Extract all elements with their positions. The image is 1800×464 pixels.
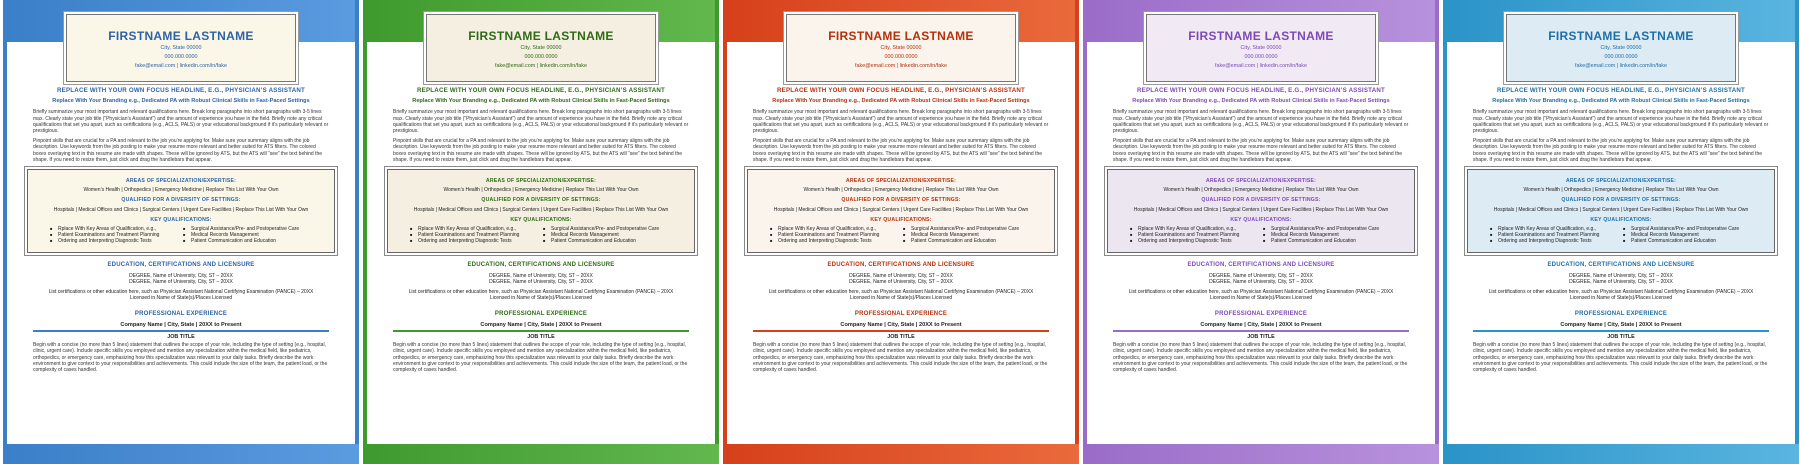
focus-headline: REPLACE WITH YOUR OWN FOCUS HEADLINE, E.G., PHYSICIAN’S ASSISTANT xyxy=(416,87,666,94)
company-rule xyxy=(753,330,1049,332)
degree-line: DEGREE, Name of University, City, ST – 20XX xyxy=(489,272,593,279)
education-heading: EDUCATION, CERTIFICATIONS AND LICENSURE xyxy=(467,261,615,268)
summary-paragraph-1: Briefly summarize your most important and relevant qualifications here. Break long paragraphs into short paragraphs with 3-5 lines max. Clearly state your job title (“Physician’s Assistant”) and the amount of experience you have in the field. Briefly note any critical qualifications that set you apart, such as certifications (e.g., ACLS, PALS) or your educational background if it’s particularly relevant or prestigious. xyxy=(393,109,689,135)
name-header-box xyxy=(426,14,656,82)
company-line: Company Name | City, State | 20XX to Present xyxy=(1560,321,1682,328)
focus-headline: REPLACE WITH YOUR OWN FOCUS HEADLINE, E.G., PHYSICIAN’S ASSISTANT xyxy=(56,87,306,94)
job-title: JOB TITLE xyxy=(167,334,195,341)
color-band-right xyxy=(1795,0,1799,464)
color-band-right xyxy=(1435,0,1439,464)
job-description: Begin with a concise (no more than 5 lines) statement that outlines the scope of your role, including the type of setting (e.g., hospital, clinic, urgent care). Include specific skills you employed and mention any specialization within the medical field, like pediatrics, orthopedics, or emergency care, emphasizing how this specialization was relevant to your daily tasks. Briefly describe the work environment to give context to your responsibilities and achievements. This could include the size of the team, the patient load, or the complexity of cases handled. xyxy=(1473,342,1768,374)
kq-item: ■ Patient Communication and Education xyxy=(1621,238,1754,244)
license-line: Licensed in Name of State(s)/Places Licensed xyxy=(129,295,233,302)
kq-item: ■ Medical Records Management xyxy=(181,232,314,238)
kq-item: ■ Surgical Assistance/Pre- and Postoperative Care xyxy=(541,226,674,232)
contact-phone: 000.000.0000 xyxy=(884,54,918,61)
kq-left-column xyxy=(48,226,181,245)
resume-name: FIRSTNAME LASTNAME xyxy=(468,29,614,43)
contact-city-state: City, State 00000 xyxy=(1600,45,1642,51)
kq-item: ■ Surgical Assistance/Pre- and Postoperative Care xyxy=(1621,226,1754,232)
key-qualifications-list xyxy=(1478,226,1764,245)
areas-heading: AREAS OF SPECIALIZATION/EXPERTISE: xyxy=(485,178,597,185)
job-title: JOB TITLE xyxy=(1607,334,1635,341)
kq-item: ■ Medical Records Management xyxy=(541,232,674,238)
company-line: Company Name | City, State | 20XX to Present xyxy=(840,321,962,328)
kq-left-column xyxy=(408,226,541,245)
kq-item: ■ Patient Examinations and Treatment Planning xyxy=(408,232,541,238)
focus-headline: REPLACE WITH YOUR OWN FOCUS HEADLINE, E.G., PHYSICIAN’S ASSISTANT xyxy=(1496,87,1746,94)
key-qualifications-heading: KEY QUALIFICATIONS: xyxy=(1590,216,1652,223)
kq-item: ■ Surgical Assistance/Pre- and Postoperative Care xyxy=(181,226,314,232)
kq-item: ■ Rplace With Key Areas of Qualification, e.g., xyxy=(1128,226,1261,232)
color-band-left xyxy=(1083,0,1087,464)
areas-list: Women’s Health | Orthopedics | Emergency Medicine | Replace This List With Your Own xyxy=(1523,187,1719,194)
skills-box xyxy=(27,169,335,253)
certification-line: List certifications or other education here, such as Physician Assistant National Certifying Examination (PANCE) – 20XX xyxy=(768,289,1034,296)
contact-email-linkedin: fake@email.com | linkedin.com/in/fake xyxy=(1575,63,1667,70)
resume-page-purple[interactable] xyxy=(1083,0,1439,464)
kq-item: ■ Rplace With Key Areas of Qualification, e.g., xyxy=(1488,226,1621,232)
company-line: Company Name | City, State | 20XX to Present xyxy=(1200,321,1322,328)
branding-line: Replace With Your Branding e.g., Dedicated PA with Robust Clinical Skills in Fast-Paced Settings xyxy=(1492,98,1750,105)
job-description: Begin with a concise (no more than 5 lines) statement that outlines the scope of your role, including the type of setting (e.g., hospital, clinic, urgent care). Include specific skills you employed and mention any specialization within the medical field, like pediatrics, orthopedics, or emergency care, emphasizing how this specialization was relevant to your daily tasks. Briefly describe the work environment to give context to your responsibilities and achievements. This could include the size of the team, the patient load, or the complexity of cases handled. xyxy=(1113,342,1408,374)
certification-line: List certifications or other education here, such as Physician Assistant National Certifying Examination (PANCE) – 20XX xyxy=(1488,289,1754,296)
resume-body xyxy=(1113,88,1409,377)
branding-line: Replace With Your Branding e.g., Dedicated PA with Robust Clinical Skills in Fast-Paced Settings xyxy=(1132,98,1390,105)
kq-item: ■ Surgical Assistance/Pre- and Postoperative Care xyxy=(901,226,1034,232)
areas-list: Women’s Health | Orthopedics | Emergency Medicine | Replace This List With Your Own xyxy=(1163,187,1359,194)
kq-right-column xyxy=(1621,226,1754,245)
summary-paragraph-1: Briefly summarize your most important and relevant qualifications here. Break long paragraphs into short paragraphs with 3-5 lines max. Clearly state your job title (“Physician’s Assistant”) and the amount of experience you have in the field. Briefly note any critical qualifications that set you apart, such as certifications (e.g., ACLS, PALS) or your educational background if it’s particularly relevant or prestigious. xyxy=(753,109,1049,135)
degree-line: DEGREE, Name of University, City, ST – 20XX xyxy=(129,279,233,286)
diversity-list: Hospitals | Medical Offices and Clinics | Surgical Centers | Urgent Care Facilities | Replace This List With Your Own xyxy=(1133,206,1389,213)
kq-item: ■ Patient Examinations and Treatment Planning xyxy=(768,232,901,238)
job-title: JOB TITLE xyxy=(887,334,915,341)
contact-phone: 000.000.0000 xyxy=(1604,54,1638,61)
kq-right-column xyxy=(901,226,1034,245)
education-heading: EDUCATION, CERTIFICATIONS AND LICENSURE xyxy=(1547,261,1695,268)
kq-left-column xyxy=(1128,226,1261,245)
degree-line: DEGREE, Name of University, City, ST – 20XX xyxy=(129,272,233,279)
color-band-bottom xyxy=(3,444,359,464)
diversity-list: Hospitals | Medical Offices and Clinics | Surgical Centers | Urgent Care Facilities | Replace This List With Your Own xyxy=(53,206,309,213)
color-band-left xyxy=(3,0,7,464)
skills-box xyxy=(387,169,695,253)
kq-item: ■ Patient Examinations and Treatment Planning xyxy=(1488,232,1621,238)
contact-city-state: City, State 00000 xyxy=(1240,45,1282,51)
key-qualifications-heading: KEY QUALIFICATIONS: xyxy=(1230,216,1292,223)
education-heading: EDUCATION, CERTIFICATIONS AND LICENSURE xyxy=(827,261,975,268)
kq-right-column xyxy=(181,226,314,245)
resume-name: FIRSTNAME LASTNAME xyxy=(828,29,974,43)
skills-box xyxy=(747,169,1055,253)
branding-line: Replace With Your Branding e.g., Dedicated PA with Robust Clinical Skills in Fast-Paced Settings xyxy=(52,98,310,105)
kq-item: ■ Patient Examinations and Treatment Planning xyxy=(1128,232,1261,238)
name-header-box xyxy=(1506,14,1736,82)
kq-item: ■ Ordering and Interpreting Diagnostic Tests xyxy=(1488,238,1621,244)
color-band-bottom xyxy=(723,444,1079,464)
summary-paragraph-1: Briefly summarize your most important and relevant qualifications here. Break long paragraphs into short paragraphs with 3-5 lines max. Clearly state your job title (“Physician’s Assistant”) and the amount of experience you have in the field. Briefly note any critical qualifications that set you apart, such as certifications (e.g., ACLS, PALS) or your educational background if it’s particularly relevant or prestigious. xyxy=(1113,109,1409,135)
skills-box xyxy=(1107,169,1415,253)
experience-heading: PROFESSIONAL EXPERIENCE xyxy=(1574,310,1668,317)
skills-box xyxy=(1467,169,1775,253)
contact-phone: 000.000.0000 xyxy=(524,54,558,61)
summary-paragraph-2: Pinpoint skills that are crucial for a PA and relevant to the job you’re applying for. Make sure your summary aligns with the job description. Use keywords from the job posting to make your resume more relevant and better suited for ATS filters. The colored boxes overlaying text in this resume are made with shapes. These will be ignored by ATS, but the ATS will “see” the text behind the shape. If you need to resize them, just click and drag the handlebars that appear. xyxy=(753,138,1043,163)
color-band-left xyxy=(1443,0,1447,464)
contact-email-linkedin: fake@email.com | linkedin.com/in/fake xyxy=(855,63,947,70)
certification-line: List certifications or other education here, such as Physician Assistant National Certifying Examination (PANCE) – 20XX xyxy=(48,289,314,296)
key-qualifications-heading: KEY QUALIFICATIONS: xyxy=(870,216,932,223)
license-line: Licensed in Name of State(s)/Places Licensed xyxy=(489,295,593,302)
resume-page-teal[interactable] xyxy=(1443,0,1799,464)
color-band-right xyxy=(1075,0,1079,464)
license-line: Licensed in Name of State(s)/Places Licensed xyxy=(1209,295,1313,302)
job-title: JOB TITLE xyxy=(1247,334,1275,341)
kq-item: ■ Rplace With Key Areas of Qualification, e.g., xyxy=(768,226,901,232)
kq-item: ■ Rplace With Key Areas of Qualification, e.g., xyxy=(48,226,181,232)
diversity-heading: QUALIFIED FOR A DIVERSITY OF SETTINGS: xyxy=(121,197,241,204)
experience-heading: PROFESSIONAL EXPERIENCE xyxy=(1214,310,1308,317)
company-rule xyxy=(33,330,329,332)
areas-heading: AREAS OF SPECIALIZATION/EXPERTISE: xyxy=(125,178,237,185)
key-qualifications-heading: KEY QUALIFICATIONS: xyxy=(150,216,212,223)
degree-line: DEGREE, Name of University, City, ST – 20XX xyxy=(1209,272,1313,279)
degree-line: DEGREE, Name of University, City, ST – 20XX xyxy=(1569,279,1673,286)
company-rule xyxy=(1113,330,1409,332)
focus-headline: REPLACE WITH YOUR OWN FOCUS HEADLINE, E.G., PHYSICIAN’S ASSISTANT xyxy=(1136,87,1386,94)
key-qualifications-list xyxy=(38,226,324,245)
license-line: Licensed in Name of State(s)/Places Licensed xyxy=(849,295,953,302)
resume-body xyxy=(393,88,689,377)
job-title: JOB TITLE xyxy=(527,334,555,341)
resume-page-blue[interactable] xyxy=(3,0,359,464)
kq-item: ■ Ordering and Interpreting Diagnostic Tests xyxy=(408,238,541,244)
license-line: Licensed in Name of State(s)/Places Licensed xyxy=(1569,295,1673,302)
contact-city-state: City, State 00000 xyxy=(520,45,562,51)
color-band-bottom xyxy=(1083,444,1439,464)
resume-name: FIRSTNAME LASTNAME xyxy=(1188,29,1334,43)
kq-item: ■ Patient Communication and Education xyxy=(901,238,1034,244)
resume-body xyxy=(1473,88,1769,377)
kq-right-column xyxy=(1261,226,1394,245)
degree-line: DEGREE, Name of University, City, ST – 20XX xyxy=(1209,279,1313,286)
resume-body xyxy=(33,88,329,377)
key-qualifications-list xyxy=(758,226,1044,245)
name-header-box xyxy=(66,14,296,82)
kq-item: ■ Patient Examinations and Treatment Planning xyxy=(48,232,181,238)
key-qualifications-heading: KEY QUALIFICATIONS: xyxy=(510,216,572,223)
education-heading: EDUCATION, CERTIFICATIONS AND LICENSURE xyxy=(1187,261,1335,268)
experience-heading: PROFESSIONAL EXPERIENCE xyxy=(134,310,228,317)
degree-line: DEGREE, Name of University, City, ST – 20XX xyxy=(489,279,593,286)
resume-page-green[interactable] xyxy=(363,0,719,464)
company-line: Company Name | City, State | 20XX to Present xyxy=(480,321,602,328)
summary-paragraph-2: Pinpoint skills that are crucial for a PA and relevant to the job you’re applying for. Make sure your summary aligns with the job description. Use keywords from the job posting to make your resume more relevant and better suited for ATS filters. The colored boxes overlaying text in this resume are made with shapes. These will be ignored by ATS, but the ATS will “see” the text behind the shape. If you need to resize them, just click and drag the handlebars that appear. xyxy=(1473,138,1763,163)
kq-item: ■ Surgical Assistance/Pre- and Postoperative Care xyxy=(1261,226,1394,232)
contact-email-linkedin: fake@email.com | linkedin.com/in/fake xyxy=(135,63,227,70)
areas-heading: AREAS OF SPECIALIZATION/EXPERTISE: xyxy=(845,178,957,185)
experience-heading: PROFESSIONAL EXPERIENCE xyxy=(494,310,588,317)
kq-item: ■ Patient Communication and Education xyxy=(1261,238,1394,244)
resume-name: FIRSTNAME LASTNAME xyxy=(1548,29,1694,43)
branding-line: Replace With Your Branding e.g., Dedicated PA with Robust Clinical Skills in Fast-Paced Settings xyxy=(412,98,670,105)
summary-paragraph-2: Pinpoint skills that are crucial for a PA and relevant to the job you’re applying for. Make sure your summary aligns with the job description. Use keywords from the job posting to make your resume more relevant and better suited for ATS filters. The colored boxes overlaying text in this resume are made with shapes. These will be ignored by ATS, but the ATS will “see” the text behind the shape. If you need to resize them, just click and drag the handlebars that appear. xyxy=(1113,138,1403,163)
contact-city-state: City, State 00000 xyxy=(160,45,202,51)
kq-right-column xyxy=(541,226,674,245)
contact-phone: 000.000.0000 xyxy=(164,54,198,61)
diversity-heading: QUALIFIED FOR A DIVERSITY OF SETTINGS: xyxy=(841,197,961,204)
experience-heading: PROFESSIONAL EXPERIENCE xyxy=(854,310,948,317)
degree-line: DEGREE, Name of University, City, ST – 20XX xyxy=(1569,272,1673,279)
areas-heading: AREAS OF SPECIALIZATION/EXPERTISE: xyxy=(1565,178,1677,185)
certification-line: List certifications or other education here, such as Physician Assistant National Certifying Examination (PANCE) – 20XX xyxy=(1128,289,1394,296)
summary-paragraph-1: Briefly summarize your most important and relevant qualifications here. Break long paragraphs into short paragraphs with 3-5 lines max. Clearly state your job title (“Physician’s Assistant”) and the amount of experience you have in the field. Briefly note any critical qualifications that set you apart, such as certifications (e.g., ACLS, PALS) or your educational background if it’s particularly relevant or prestigious. xyxy=(33,109,329,135)
kq-item: ■ Rplace With Key Areas of Qualification, e.g., xyxy=(408,226,541,232)
summary-paragraph-2: Pinpoint skills that are crucial for a PA and relevant to the job you’re applying for. Make sure your summary aligns with the job description. Use keywords from the job posting to make your resume more relevant and better suited for ATS filters. The colored boxes overlaying text in this resume are made with shapes. These will be ignored by ATS, but the ATS will “see” the text behind the shape. If you need to resize them, just click and drag the handlebars that appear. xyxy=(393,138,683,163)
focus-headline: REPLACE WITH YOUR OWN FOCUS HEADLINE, E.G., PHYSICIAN’S ASSISTANT xyxy=(776,87,1026,94)
key-qualifications-list xyxy=(1118,226,1404,245)
kq-left-column xyxy=(1488,226,1621,245)
diversity-heading: QUALIFIED FOR A DIVERSITY OF SETTINGS: xyxy=(1561,197,1681,204)
branding-line: Replace With Your Branding e.g., Dedicated PA with Robust Clinical Skills in Fast-Paced Settings xyxy=(772,98,1030,105)
summary-paragraph-1: Briefly summarize your most important and relevant qualifications here. Break long paragraphs into short paragraphs with 3-5 lines max. Clearly state your job title (“Physician’s Assistant”) and the amount of experience you have in the field. Briefly note any critical qualifications that set you apart, such as certifications (e.g., ACLS, PALS) or your educational background if it’s particularly relevant or prestigious. xyxy=(1473,109,1769,135)
diversity-list: Hospitals | Medical Offices and Clinics | Surgical Centers | Urgent Care Facilities | Replace This List With Your Own xyxy=(773,206,1029,213)
color-band-right xyxy=(355,0,359,464)
certification-line: List certifications or other education here, such as Physician Assistant National Certifying Examination (PANCE) – 20XX xyxy=(408,289,674,296)
kq-item: ■ Ordering and Interpreting Diagnostic Tests xyxy=(48,238,181,244)
kq-item: ■ Patient Communication and Education xyxy=(181,238,314,244)
resume-page-red[interactable] xyxy=(723,0,1079,464)
name-header-box xyxy=(1146,14,1376,82)
degree-line: DEGREE, Name of University, City, ST – 20XX xyxy=(849,279,953,286)
areas-heading: AREAS OF SPECIALIZATION/EXPERTISE: xyxy=(1205,178,1317,185)
contact-phone: 000.000.0000 xyxy=(1244,54,1278,61)
diversity-list: Hospitals | Medical Offices and Clinics | Surgical Centers | Urgent Care Facilities | Replace This List With Your Own xyxy=(413,206,669,213)
company-rule xyxy=(393,330,689,332)
contact-email-linkedin: fake@email.com | linkedin.com/in/fake xyxy=(1215,63,1307,70)
job-description: Begin with a concise (no more than 5 lines) statement that outlines the scope of your role, including the type of setting (e.g., hospital, clinic, urgent care). Include specific skills you employed and mention any specialization within the medical field, like pediatrics, orthopedics, or emergency care, emphasizing how this specialization was relevant to your daily tasks. Briefly describe the work environment to give context to your responsibilities and achievements. This could include the size of the team, the patient load, or the complexity of cases handled. xyxy=(753,342,1048,374)
color-band-bottom xyxy=(1443,444,1799,464)
kq-item: ■ Ordering and Interpreting Diagnostic Tests xyxy=(1128,238,1261,244)
name-header-box xyxy=(786,14,1016,82)
job-description: Begin with a concise (no more than 5 lines) statement that outlines the scope of your role, including the type of setting (e.g., hospital, clinic, urgent care). Include specific skills you employed and mention any specialization within the medical field, like pediatrics, orthopedics, or emergency care, emphasizing how this specialization was relevant to your daily tasks. Briefly describe the work environment to give context to your responsibilities and achievements. This could include the size of the team, the patient load, or the complexity of cases handled. xyxy=(393,342,688,374)
areas-list: Women’s Health | Orthopedics | Emergency Medicine | Replace This List With Your Own xyxy=(803,187,999,194)
key-qualifications-list xyxy=(398,226,684,245)
company-line: Company Name | City, State | 20XX to Present xyxy=(120,321,242,328)
resume-name: FIRSTNAME LASTNAME xyxy=(108,29,254,43)
education-heading: EDUCATION, CERTIFICATIONS AND LICENSURE xyxy=(107,261,255,268)
summary-paragraph-2: Pinpoint skills that are crucial for a PA and relevant to the job you’re applying for. Make sure your summary aligns with the job description. Use keywords from the job posting to make your resume more relevant and better suited for ATS filters. The colored boxes overlaying text in this resume are made with shapes. These will be ignored by ATS, but the ATS will “see” the text behind the shape. If you need to resize them, just click and drag the handlebars that appear. xyxy=(33,138,323,163)
kq-item: ■ Ordering and Interpreting Diagnostic Tests xyxy=(768,238,901,244)
diversity-heading: QUALIFIED FOR A DIVERSITY OF SETTINGS: xyxy=(1201,197,1321,204)
resume-body xyxy=(753,88,1049,377)
company-rule xyxy=(1473,330,1769,332)
job-description: Begin with a concise (no more than 5 lines) statement that outlines the scope of your role, including the type of setting (e.g., hospital, clinic, urgent care). Include specific skills you employed and mention any specialization within the medical field, like pediatrics, orthopedics, or emergency care, emphasizing how this specialization was relevant to your daily tasks. Briefly describe the work environment to give context to your responsibilities and achievements. This could include the size of the team, the patient load, or the complexity of cases handled. xyxy=(33,342,328,374)
diversity-list: Hospitals | Medical Offices and Clinics | Surgical Centers | Urgent Care Facilities | Replace This List With Your Own xyxy=(1493,206,1749,213)
diversity-heading: QUALIFIED FOR A DIVERSITY OF SETTINGS: xyxy=(481,197,601,204)
color-band-right xyxy=(715,0,719,464)
kq-left-column xyxy=(768,226,901,245)
kq-item: ■ Patient Communication and Education xyxy=(541,238,674,244)
color-band-left xyxy=(723,0,727,464)
color-band-left xyxy=(363,0,367,464)
color-band-bottom xyxy=(363,444,719,464)
contact-email-linkedin: fake@email.com | linkedin.com/in/fake xyxy=(495,63,587,70)
kq-item: ■ Medical Records Management xyxy=(901,232,1034,238)
kq-item: ■ Medical Records Management xyxy=(1261,232,1394,238)
kq-item: ■ Medical Records Management xyxy=(1621,232,1754,238)
contact-city-state: City, State 00000 xyxy=(880,45,922,51)
areas-list: Women’s Health | Orthopedics | Emergency Medicine | Replace This List With Your Own xyxy=(443,187,639,194)
degree-line: DEGREE, Name of University, City, ST – 20XX xyxy=(849,272,953,279)
areas-list: Women’s Health | Orthopedics | Emergency Medicine | Replace This List With Your Own xyxy=(83,187,279,194)
